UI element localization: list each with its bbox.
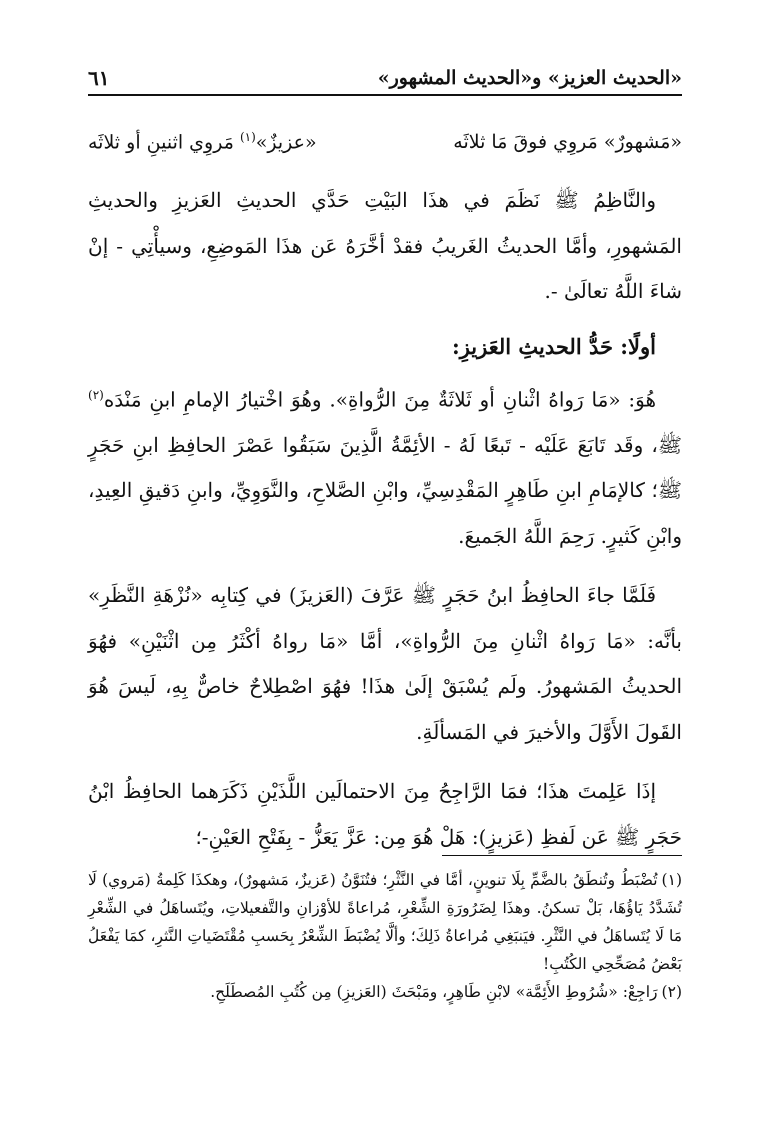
footnote-2-number: (٢) — [661, 983, 682, 1001]
verse-hemistich-left — [88, 130, 317, 153]
footnote-2-text: رَاجِعْ: «شُرُوطِ الأَئِمَّة» لابْنِ طَاهِرٍ، ومَبْحَثَ (العَزيزِ) مِن كُتُبِ المُصطَلَحِ. — [210, 983, 658, 1001]
paragraph-3: فَلَمَّا جاءَ الحافِظُ ابنُ حَجَرٍ ﷺ عَرَّفَ (العَزيزَ) في كِتابِه «نُزْهَةِ النَّظَرِ» بأنَّه: «مَا رَواهُ اثْنانِ مِنَ الرُّواةِ»، أمَّا «مَا رواهُ أكْثَرُ مِن اثْنَيْنِ» فهُوَ الحديثُ المَشهورُ. ولَم يُسْبَقْ إلَىٰ هذَا! فهُوَ اصْطِلاحٌ خاصٌّ بِهِ، لَيسَ هُوَ القَولَ الأَوَّلَ والأخيرَ في المَسألَةِ. — [88, 583, 682, 744]
paragraph-2-part-a: هُوَ: «مَا رَواهُ اثْنانِ أو ثَلاثَةٌ مِنَ الرُّواةِ». وهُوَ اخْتيارُ الإمامِ ابنِ مَنْدَه — [103, 387, 656, 412]
footnote-separator — [442, 855, 682, 856]
footnote-1 — [88, 866, 682, 978]
paragraph-4: إذَا عَلِمتَ هذَا؛ فمَا الرَّاجِحُ مِنَ الاحتمالَين اللَّذَيْنِ ذَكَرَهما الحافِظُ ابْنُ حَجَرٍ ﷺ عَن لَفظِ (عَزيزٍ): هَلْ هُوَ مِن: عَزَّ يَعَزُّ - بِفَتْحِ العَيْنِ-؛ — [88, 779, 682, 849]
verse-term: «عزيزٌ» — [255, 131, 317, 154]
verse-hemistich-left-rest: مَروِي اثنينِ أو ثلاثَه — [88, 131, 234, 154]
footnote-1-number: (١) — [661, 871, 682, 889]
paragraph-1: والنَّاظِمُ ﷺ نَظَمَ في هذَا البَيْتِ حَدَّي الحديثِ العَزيزِ والحديثِ المَشهورِ، وأمَّا الحديثُ الغَريبُ فقدْ أخَّرَهُ عَن هذَا المَوضِعِ، وسيأْتِي - إنْ شاءَ اللَّهُ تعالَىٰ -. — [88, 188, 682, 303]
verse-hemistich-right: «مَشهورٌ» مَروِي فوقَ مَا ثلاثَه — [453, 131, 682, 153]
footnote-2 — [88, 978, 682, 1006]
paragraph-2 — [88, 373, 682, 560]
page-number: ٦١ — [88, 66, 110, 90]
footnote-ref-1: (١) — [239, 130, 256, 145]
footnote-ref-2: (٢) — [88, 387, 104, 402]
section-heading: أولًا: حَدُّ الحديثِ العَزيزِ: — [451, 333, 656, 359]
body-text — [88, 178, 682, 860]
header-title: «الحديث العزيز» و«الحديث المشهور» — [377, 67, 682, 89]
verse-line — [88, 122, 682, 162]
paragraph-2-part-b: ﷺ، وقَد تَابَعَ عَلَيْه - تَبعًا لَهُ - الأئِمَّةُ الَّذِينَ سَبَقُوا عَصْرَ الحافِظِ ابنِ حَجَرٍ ﷺ؛ كالإمَامِ ابنِ طَاهِرٍ المَقْدِسِيِّ، وابْنِ الصَّلاحِ، والنَّوَوِيِّ، وابنِ دَقيقِ العِيدِ، وابْنِ كَثيرٍ. رَحِمَ اللَّهُ الجَميعَ. — [88, 432, 682, 548]
footnote-1-text: تُضْبَطُ وتُنطَقُ بالضَّمِّ بِلَا تنوينٍ، أمَّا في النَّثْرِ؛ فتُنَوَّنُ (عَزيزٌ، مَشهورٌ)، وهكذَا كَلِمةُ (مَروي) لَا تُشَدَّدُ يَاؤُهَا، بَلْ تسكنُ. وهذَا لِضَرُورَةِ الشِّعْرِ، مُراعاةً للأوْزانِ والتَّفعيلاتِ، ويُتَساهَلُ في الشِّعْرِ مَا لَا يُتَساهَلُ في النَّثْرِ. فيَنبَغِي مُراعاةُ ذَلِكَ؛ وألَّا يُضْبَطَ الشِّعْرُ بِحَسبِ مُقْتَضَياتِ النَّثرِ، كمَا يَفْعَلُ بَعْضُ مُصَحِّحِي الكُتُبِ! — [88, 871, 682, 973]
running-header — [88, 62, 682, 96]
footnotes — [88, 866, 682, 1006]
